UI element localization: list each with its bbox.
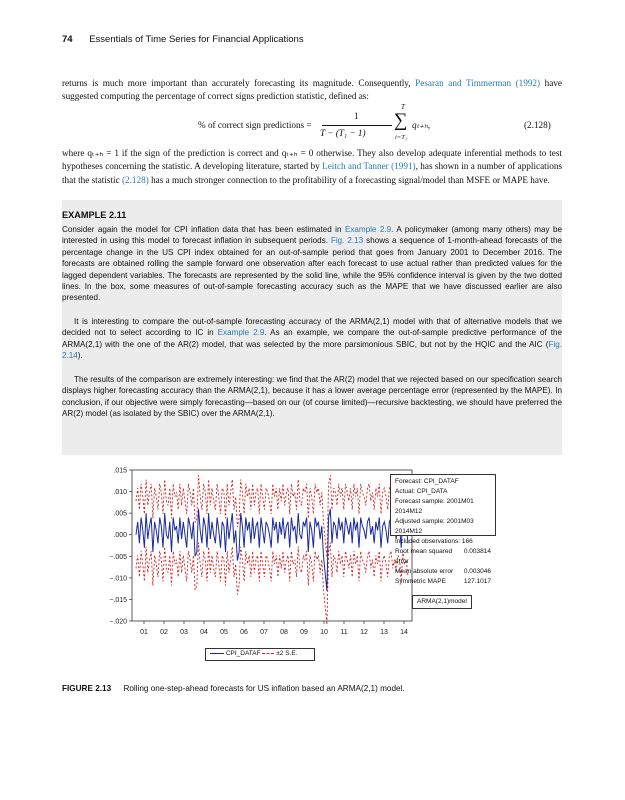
stats-line [395,517,491,537]
equation-denominator: T − (T₁ − 1) [320,128,366,138]
paragraph-2 [62,147,562,187]
caption-label: FIGURE 2.13 [62,684,112,693]
x-tick-label: 13 [380,629,388,636]
equation-lhs: % of correct sign predictions = [198,120,312,130]
sigma-symbol: ∑ [394,110,408,131]
equation-numerator: 1 [354,111,359,121]
link-example-2-9-second[interactable]: Example 2.9 [217,328,265,338]
x-tick-label: 08 [280,629,288,636]
example-paragraph-2 [62,316,562,362]
example-p1-text-a: Consider again the model for CPI inflation data that has been estimated in [62,225,345,234]
stats-value: 127.1017 [463,578,491,585]
citation-leitch-tanner[interactable]: Leitch and Tanner (1991) [322,161,416,172]
stats-value: 0.003814 [463,548,491,555]
link-example-2-9[interactable]: Example 2.9 [344,225,392,234]
model-label-box [412,595,472,609]
example-p2-text-b: . As an example, we compare the out-of-sample predictive performance of the ARMA(2,1) with the one of the AR(2) model, that was selected by the more parsimonious SBIC, but not by the HQIC and the AIC ( [62,328,562,349]
stats-label: Forecast sample: 2001M01 2014M12 [395,498,474,515]
page-number: 74 [62,34,73,45]
example-p1-text-b: . A policymaker (among many others) may be interested in using this model to forecast inflation in subsequent periods. [62,225,562,246]
x-tick-label: 10 [320,629,328,636]
x-tick-label: 04 [200,629,208,636]
example-paragraph-1 [62,224,562,304]
x-tick-label: 06 [240,629,248,636]
legend-dotted-swatch [262,653,274,654]
stats-label: Actual: CPI_DATA [395,488,448,495]
citation-pesaran-timmerman[interactable]: Pesaran and Timmerman (1992) [415,78,541,88]
para2-text-a: where qₜ₊ₕ = 1 if the sign of the prediction is correct and qₜ₊ₕ = 0 otherwise. They also develop adequate inferential methods to test hypotheses concerning the statistic. A developing literature, started by [62,148,562,172]
x-tick-label: 12 [360,629,368,636]
x-tick-label: 05 [220,629,228,636]
y-tick-label: .000 [113,532,127,540]
equation-term: qₜ₊ₕ, [412,120,431,130]
x-tick-label: 03 [180,629,188,636]
example-p2-text-a: It is interesting to compare the out-of-sample forecasting accuracy of the ARMA(2,1) model with that of alternative models that we decided not to select according to IC in [62,317,562,338]
example-p1-text-c: shows a sequence of 1-month-ahead forecasts of the percentage change in the US CPI index obtained for an out-of-sample period that goes from January 2001 to December 2016. The forecasts are obtained rolling the sample forward one observation after each forecast to use actual rather than predicted values for the lagged dependent variables. The forecasts are represented by the solid line, while the 95% confidence interval is given by the two dotted lines. In the box, some measures of out-of-sample forecasting accuracy such as the MAPE that we have discussed earlier are also presented. [62,236,562,303]
example-title: EXAMPLE 2.11 [62,210,127,220]
caption-text: Rolling one-step-ahead forecasts for US inflation based an ARMA(2,1) model. [123,684,405,693]
legend-entry-forecast: CPI_DATAF [225,650,261,657]
legend-solid-swatch [210,653,224,654]
equation-link-2-128[interactable]: (2.128) [121,174,149,185]
stats-line [395,477,491,487]
figure-caption [62,684,405,693]
para1-text-a: returns is much more important than accurately forecasting its magnitude. Consequently, [62,78,416,88]
y-tick-label: −.015 [109,596,127,604]
x-tick-label: 07 [260,629,268,636]
stats-line [395,577,491,587]
para2-text-b: , has shown in a number of applications that the statistic [62,161,563,185]
fraction-bar [322,125,392,126]
stats-label: Mean absolute error [395,568,454,575]
para1-text-b: have suggested computing the percentage of correct signs prediction statistic, defined as: [62,78,562,102]
stats-label: Symmetric MAPE [395,578,446,585]
legend-entry-se: ±2 S.E. [276,650,298,657]
link-fig-2-13[interactable]: Fig. 2.13 [330,236,364,246]
equation-number: (2.128) [524,120,551,130]
link-fig-2-14[interactable]: Fig. 2.14 [62,339,562,361]
running-header [62,34,304,45]
y-tick-label: .010 [113,489,127,497]
stats-box [390,474,496,585]
example-paragraph-3: The results of the comparison are extremely interesting: we find that the AR(2) model that we rejected based on our specification search displays higher forecasting accuracy than the ARMA(2,1), because it has a lower average percentage error (represented by the MAPE). In conclusion, if our objective were simply forecasting—based on our (of course limited)—recursive backtesting, we should have preferred the AR(2) model (as isolated by the SBIC) over the ARMA(2,1). [62,375,562,419]
sum-lower-limit: i=T₁ [395,134,408,141]
stats-label: Root mean squared error [395,548,453,565]
example-box [62,200,562,455]
stats-line [395,547,491,567]
stats-label: Forecast: CPI_DATAF [395,478,459,485]
x-tick-label: 11 [340,629,348,636]
y-tick-label: −.020 [109,618,127,626]
book-title: Essentials of Time Series for Financial Applications [89,34,304,45]
model-label: ARMA(2,1)model [417,598,467,605]
x-tick-label: 09 [300,629,308,636]
stats-line [395,567,491,577]
example-p2-text-c: ). [77,351,83,361]
y-tick-label: .015 [113,467,127,475]
para2-text-c: has a much stronger connection to the profitability of a forecasting signal/model than MSFE or MAPE have. [148,174,550,185]
y-tick-label: −.010 [109,575,127,583]
equation-2-128 [62,103,562,146]
x-tick-label: 02 [160,629,168,636]
stats-label: Included observations: 166 [395,538,473,545]
y-tick-label: .005 [113,510,127,518]
stats-value: 0.003046 [463,568,491,575]
stats-line [395,537,491,547]
chart-legend [205,648,315,661]
figure-2-13 [102,466,492,671]
y-tick-label: −.005 [109,553,127,561]
paragraph-1 [62,77,562,104]
sum-upper-limit: T [401,103,405,111]
stats-line [395,497,491,517]
stats-lines [395,477,491,587]
x-tick-label: 14 [400,629,408,636]
stats-line [395,487,491,497]
x-tick-label: 01 [140,629,148,636]
stats-label: Adjusted sample: 2001M03 2014M12 [395,518,474,535]
